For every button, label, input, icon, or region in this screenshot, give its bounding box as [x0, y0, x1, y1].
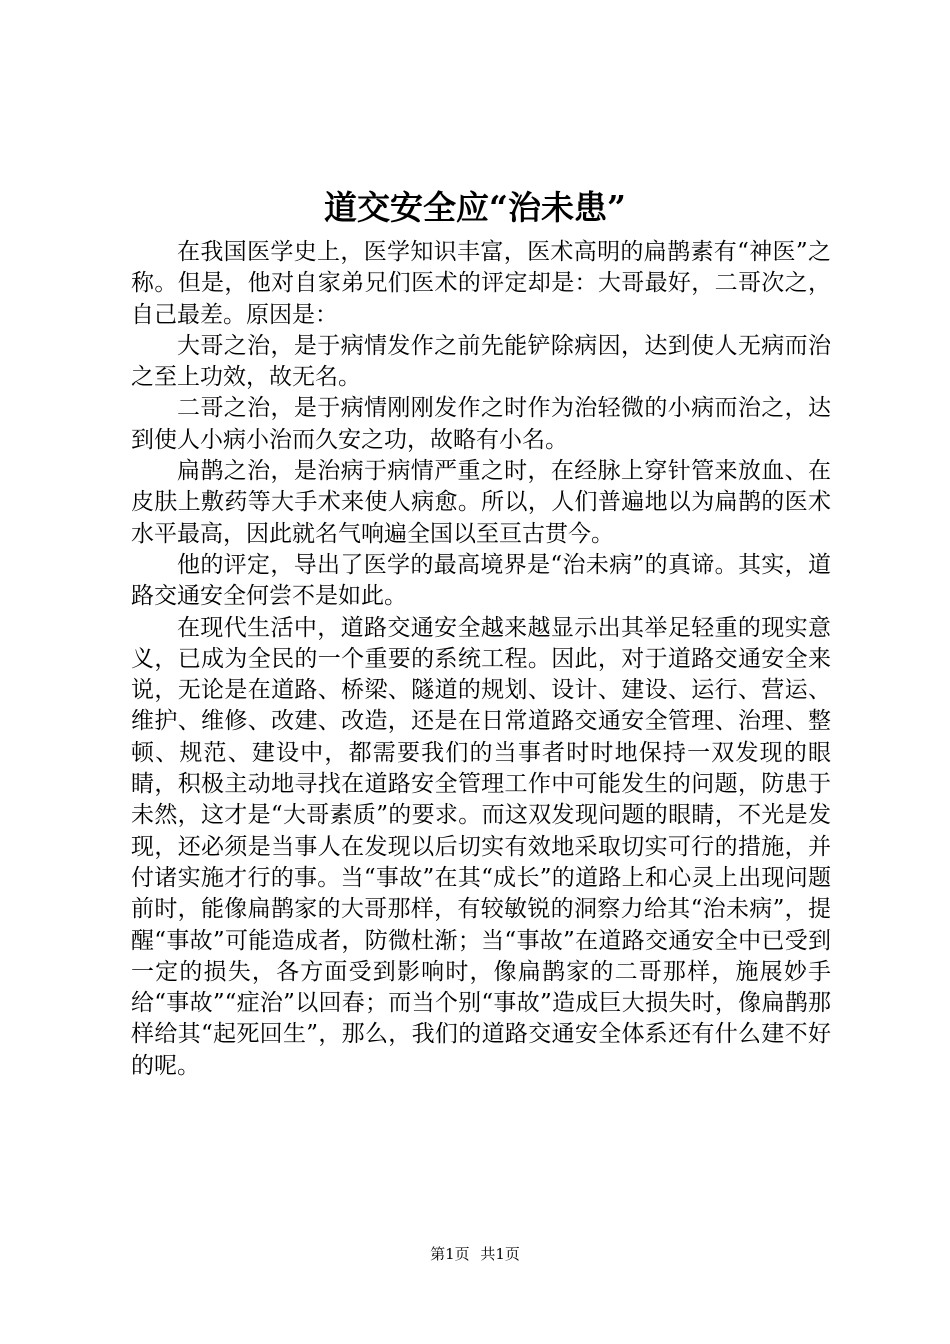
page-number: 第1页: [430, 1245, 470, 1263]
paragraph-6: 在现代生活中，道路交通安全越来越显示出其举足轻重的现实意义，已成为全民的一个重要的系统工程。因此，对于道路交通安全来说，无论是在道路、桥梁、隧道的规划、设计、建设、运行、营运、维护、维修、改建、改造，还是在日常道路交通安全管理、治理、整顿、规范、建设中，都需要我们的当事者时时地保持一双发现的眼睛，积极主动地寻找在道路安全管理工作中可能发生的问题，防患于未然，这才是“大哥素质”的要求。而这双发现问题的眼睛，不光是发现，还必须是当事人在发现以后切实有效地采取切实可行的措施，并付诸实施才行的事。当“事故”在其“成长”的道路上和心灵上出现问题前时，能像扁鹊家的大哥那样，有较敏锐的洞察力给其“治未病”，提醒“事故”可能造成者，防微杜渐；当“事故”在道路交通安全中已受到一定的损失，各方面受到影响时，像扁鹊家的二哥那样，施展妙手给“事故”“症治”以回春；而当个别“事故”造成巨大损失时，像扁鹊那样给其“起死回生”，那么，我们的道路交通安全体系还有什么建不好的呢。: [131, 614, 831, 1079]
paragraph-3: 二哥之治，是于病情刚刚发作之时作为治轻微的小病而治之，达到使人小病小治而久安之功，故略有小名。: [131, 395, 831, 453]
document-body: [131, 237, 831, 1082]
page-footer: [0, 1244, 950, 1264]
paragraph-5: 他的评定，导出了医学的最高境界是“治未病”的真谛。其实，道路交通安全何尝不是如此。: [131, 551, 831, 610]
page-total: 共1页: [480, 1245, 520, 1263]
paragraph-1: 在我国医学史上，医学知识丰富，医术高明的扁鹊素有“神医”之称。但是，他对自家弟兄们医术的评定却是：大哥最好，二哥次之，自己最差。原因是：: [131, 239, 831, 328]
paragraph-2: 大哥之治，是于病情发作之前先能铲除病因，达到使人无病而治之至上功效，故无名。: [131, 332, 831, 391]
document-title: 道交安全应“治未患”: [324, 188, 626, 227]
paragraph-4: 扁鹊之治，是治病于病情严重之时，在经脉上穿针管来放血、在皮肤上敷药等大手术来使人病愈。所以，人们普遍地以为扁鹊的医术水平最高，因此就名气响遍全国以至亘古贯今。: [131, 458, 831, 547]
